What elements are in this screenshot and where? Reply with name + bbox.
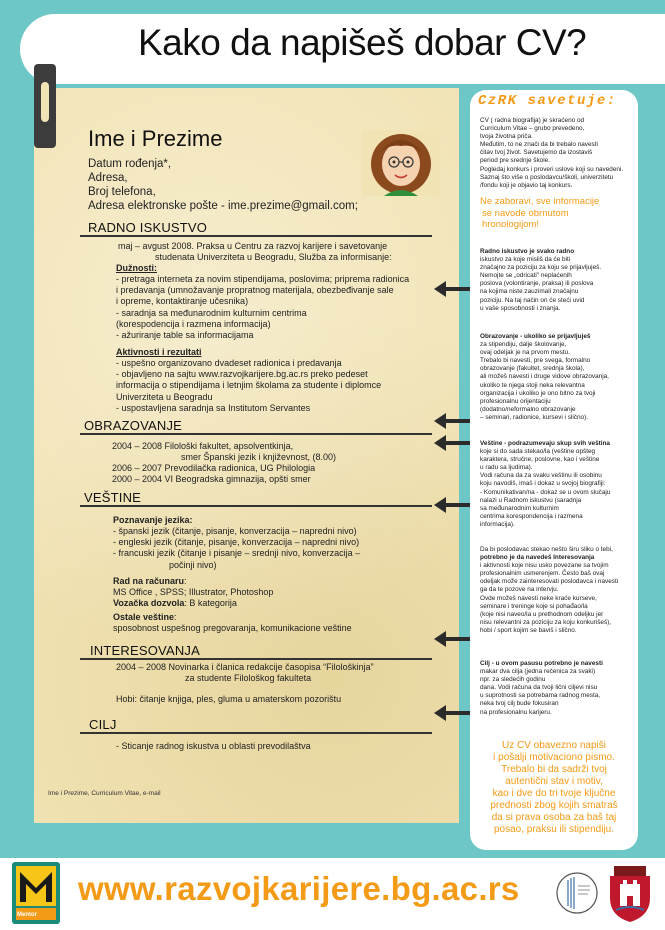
advice-line: Da bi poslodavac stekao nešto širu sliku o tebi, xyxy=(480,546,613,553)
list-item: informacija o stipendijama i letnjim školama za studente i diplomce xyxy=(116,380,382,391)
list-item: i opreme, kontaktiranje učesnika) xyxy=(116,296,249,307)
page-title: Kako da napišeš dobar CV? xyxy=(138,22,587,63)
footer-url[interactable]: www.razvojkarijere.bg.ac.rs xyxy=(78,870,520,907)
advice-line: period pre srednje škole. xyxy=(480,157,550,165)
cilj-line: - Sticanje radnog iskustva u oblasti prevodilaštva xyxy=(116,741,311,751)
advice-cilj xyxy=(480,660,603,717)
radno-line: studenata Univerziteta u Beogradu, Služba za informisanje: xyxy=(155,252,392,262)
city-coat-of-arms-icon xyxy=(606,862,654,924)
advice-line: obrazovanje (fakultet, srednja škola), xyxy=(480,365,585,373)
advice-line: Radno iskustvo je svako radno xyxy=(480,248,575,255)
arrow-left-icon xyxy=(432,628,472,650)
advice-line: Međutim, to ne znači da bi trebalo navesti xyxy=(480,141,598,149)
arrow-left-icon xyxy=(432,494,472,516)
advice-line: koju navodiš, imaš i dokaz u svojoj biografiji: xyxy=(480,480,606,488)
advice-line: centrima korespondencija i razmena xyxy=(480,512,583,520)
closing-line: kao i dve do tri tvoje ključne xyxy=(492,788,616,799)
racunar-label: Rad na računaru xyxy=(113,576,185,586)
ostale-value: sposobnost uspešnog pregovaranja, komunikacione veštine xyxy=(113,623,352,633)
advice-line: koje si do sada stekao/la (veštine opšteg xyxy=(480,448,596,456)
contact-line: Adresa elektronske pošte - ime.prezime@gmail.com; xyxy=(88,200,358,212)
mentor-logo-text: Mentor xyxy=(17,912,37,918)
advice-line: - Komunikativan/na - dokaz se u ovom slučaju xyxy=(480,488,611,496)
racunar-value: MS Office , SPSS; Illustrator, Photoshop xyxy=(113,587,274,597)
advice-line: u suprotnosti sa potrebama radnog mesta, xyxy=(480,692,601,700)
list-item: - engleski jezik (čitanje, pisanje, konverzacija – napredni nivo) xyxy=(113,537,360,548)
advice-line: poslova (volontiranje, praksa) ili poslova xyxy=(480,280,594,288)
contact-line: Adresa, xyxy=(88,172,128,184)
section-divider xyxy=(80,235,432,237)
advice-line: Cilj - u ovom pasusu potrebno je navesti xyxy=(480,660,603,667)
advice-line: nisu relevantni za poziciju za koju konkurišeš), xyxy=(480,618,612,626)
advice-line: makar dva cilja (jedna rečenica za svaki) xyxy=(480,668,596,676)
vozacka-label: Vozačka dozvola xyxy=(113,598,185,608)
vozacka-row xyxy=(113,598,237,609)
advice-interesovanja xyxy=(480,546,618,635)
cv-contact xyxy=(88,157,358,213)
racunar-row: Rad na računaru: xyxy=(113,576,187,586)
arrow-left-icon xyxy=(432,278,472,300)
list-item: - uspostavljena saradnja sa Institutom Servantes xyxy=(116,402,311,413)
list-item: - francuski jezik (čitanje i pisanje – srednji nivo, konverzacija – xyxy=(113,548,361,559)
advice-line: na kojima niste zauzimali značajnu xyxy=(480,288,579,296)
closing-line: posao, praksu ili stipendiju. xyxy=(493,824,615,835)
advice-line: u radu sa ljudima). xyxy=(480,464,533,472)
advice-line: ga da te pozove na intervju. xyxy=(480,586,559,594)
advice-line: Curriculum Vitae – grubo prevedeno, xyxy=(480,125,585,133)
advice-line: Obrazovanje - ukoliko se prijavljuješ xyxy=(480,333,591,340)
vozacka-value: : B kategorija xyxy=(184,598,237,608)
advice-radno xyxy=(480,248,601,313)
radno-line: maj – avgust 2008. Praksa u Centru za razvoj karijere i savetovanje xyxy=(118,241,388,251)
advice-line: čitav tvoj život. Savetujemo da izostaviš xyxy=(480,149,593,157)
section-divider xyxy=(80,433,432,435)
advice-line: Ovde možeš navesti neke kraće kurseve, xyxy=(480,594,597,602)
advice-reminder xyxy=(480,196,599,231)
advice-line: značajno za poziciju za koju se prijavljuješ. xyxy=(480,264,602,272)
advice-line: nalazi u Radnom iskustvu (saradnja xyxy=(480,496,582,504)
obrazovanje-line: smer Španski jezik i književnost, (8.00) xyxy=(181,452,337,462)
section-heading-cilj: CILJ xyxy=(89,717,117,732)
list-item: - ažuriranje table sa informacijama xyxy=(116,330,254,341)
list-item: Univerziteta u Beogradu xyxy=(116,391,213,402)
aktivnosti-list xyxy=(116,358,381,414)
list-item: - španski jezik (čitanje, pisanje, konverzacija – napredni nivo) xyxy=(113,526,357,536)
section-divider xyxy=(80,658,432,660)
duznosti-list xyxy=(116,274,409,341)
list-item: (korespodencija i razmena informacija) xyxy=(116,318,271,329)
closing-line: i pošalji motivaciono pismo. xyxy=(493,752,615,763)
section-heading-interesovanja: INTERESOVANJA xyxy=(90,643,200,658)
jezici-label: Poznavanje jezika: xyxy=(113,515,193,525)
duznosti-label: Dužnosti: xyxy=(116,263,157,273)
obrazovanje-line: 2000 – 2004 VI Beogradska gimnazija, opšti smer xyxy=(112,474,311,484)
advice-closing xyxy=(470,740,638,836)
advice-intro xyxy=(480,117,623,190)
advice-line: ali možeš navesti i druge vidove obrazovanja, xyxy=(480,373,609,381)
advice-line: ukoliko te njega stoji neka relevantna xyxy=(480,381,585,389)
interesovanja-line: 2004 – 2008 Novinarka i članica redakcije časopisa “Filološkinja” xyxy=(116,662,374,672)
aktivnosti-label: Aktivnosti i rezultati xyxy=(116,347,202,357)
advice-line: potrebno je da navedeš Interesovanja xyxy=(480,554,595,562)
advice-line: sa međunarodnim kulturnim xyxy=(480,504,559,512)
advice-line: poziciju. Na taj način on će steći uvid xyxy=(480,296,585,304)
section-heading-obrazovanje: OBRAZOVANJE xyxy=(84,418,183,433)
closing-line: Uz CV obavezno napiši xyxy=(502,740,606,751)
avatar-icon xyxy=(362,130,440,196)
closing-line: autentični stav i motiv, xyxy=(505,776,603,787)
section-divider xyxy=(80,505,432,507)
advice-line: tvoja životna priča. xyxy=(480,133,533,141)
list-item: i predavanja (umnožavanje propratnog materijala, obezbeđivanje sale xyxy=(116,285,394,296)
reminder-line: se navode obrnutom xyxy=(482,207,569,219)
arrow-left-icon xyxy=(432,410,472,432)
interesovanja-line: za studente Filološkog fakulteta xyxy=(185,673,312,683)
contact-line: Broj telefona, xyxy=(88,186,156,198)
reminder-line: Ne zaboravi, sve informacije xyxy=(480,196,600,207)
advice-line: Pogledaj konkurs i proveri uslove koji su navedeni. xyxy=(480,165,624,173)
advice-line: profesionalnim usmerenjem. Često baš ovaj xyxy=(480,570,605,578)
obrazovanje-line: 2006 – 2007 Prevodilačka radionica, UG Philologia xyxy=(112,463,316,473)
advice-line: npr. za sledećih godinu xyxy=(480,676,546,684)
jezici-list xyxy=(113,526,360,571)
cv-footer-note: Ime i Prezime, Curriculum Vitae, e-mail xyxy=(48,790,161,797)
contact-line: Datum rođenja*, xyxy=(88,158,172,170)
list-item: - uspešno organizovano dvadeset radionica i predavanja xyxy=(116,358,342,368)
arrow-left-icon xyxy=(432,702,472,724)
university-logo-icon xyxy=(556,864,598,922)
advice-line: Vodi računa da za svaku veštinu ili osobinu xyxy=(480,472,602,480)
list-item: počinji nivo) xyxy=(169,559,217,570)
advice-line: na profesionalnu karijeru. xyxy=(480,708,552,716)
advice-heading: CzRK savetuje: xyxy=(478,93,617,109)
reminder-line: hronologijom! xyxy=(482,219,540,230)
advice-line: iskustvo za koje misliš da će biti xyxy=(480,256,571,264)
closing-line: prednosti zbog kojih smatraš xyxy=(490,800,618,811)
advice-line: odeljak može zainteresovati poslodavca i navesti xyxy=(480,578,619,586)
advice-line: ovaj odeljak je na prvom mestu. xyxy=(480,349,570,357)
closing-line: Trebalo bi da sadrži tvoj xyxy=(501,764,607,775)
interesovanja-line: Hobi: čitanje knjiga, ples, gluma u amaterskom pozorištu xyxy=(116,694,342,704)
advice-line: seminare i treninge koje si pohađao/la xyxy=(480,602,588,610)
closing-line: da si prava osoba za baš taj xyxy=(491,812,617,823)
section-divider xyxy=(80,732,432,734)
advice-line: dana. Vodi računa da tvoji lični ciljevi nisu xyxy=(480,684,598,692)
cv-name: Ime i Prezime xyxy=(88,126,223,151)
arrow-left-icon xyxy=(432,432,472,454)
advice-line: u vaše sposobnosti i znanja. xyxy=(480,304,561,312)
paper-clip-hole xyxy=(41,82,49,122)
advice-line: Nemojte se „odricati" neplaćenih xyxy=(480,272,572,280)
advice-line: informacija). xyxy=(480,520,515,528)
list-item: - pretraga interneta za novim stipendijama, poslovima; priprema radionica xyxy=(116,274,410,284)
advice-line: Trebalo bi navesti, pre svega, formalno xyxy=(480,357,591,365)
ostale-row: Ostale veštine: xyxy=(113,612,177,622)
advice-line: (dodatno/neformalno obrazovanje xyxy=(480,405,576,413)
advice-line: Saznaj što više o poslodavcu/školi, univerzitetu xyxy=(480,173,614,181)
advice-line: profesionalnu orijentaciju xyxy=(480,397,551,405)
advice-line: (koje nisi naveo/la u prethodnom odeljku jer xyxy=(480,610,604,618)
advice-line: i aktivnosti koje nisu usko povezane sa tvojim xyxy=(480,562,609,570)
advice-line: neka tvoj cilj bude fokusiran xyxy=(480,700,559,708)
advice-obrazovanje xyxy=(480,333,609,422)
list-item: - saradnja sa međunarodnim kulturnim centrima xyxy=(116,307,307,318)
advice-line: organizacija i ukoliko je ono bitno za tvoji xyxy=(480,389,596,397)
ostale-label: Ostale veštine xyxy=(113,612,175,622)
section-heading-vestine: VEŠTINE xyxy=(84,490,142,505)
obrazovanje-line: 2004 – 2008 Filološki fakultet, apsolventkinja, xyxy=(112,441,294,451)
advice-line: CV ( radna biografija) je skraćeno od xyxy=(480,117,585,124)
advice-line: Veštine - podrazumevaju skup svih veština xyxy=(480,440,610,447)
advice-vestine xyxy=(480,440,610,529)
list-item: - objavljeno na sajtu www.razvojkarijere.bg.ac.rs preko pedeset xyxy=(116,369,368,380)
advice-line: /fondu koji je objavio taj konkurs. xyxy=(480,181,573,189)
advice-line: karaktera, stručne, poslovne, kao i veštine xyxy=(480,456,600,464)
advice-line: za stipendiju, dalje školovanje, xyxy=(480,341,567,349)
section-heading-radno: RADNO ISKUSTVO xyxy=(88,220,208,235)
advice-line: hobi / sport kojim se baviš i slično. xyxy=(480,626,577,634)
advice-line: – seminari, radionice, kursevi i slično). xyxy=(480,413,588,421)
